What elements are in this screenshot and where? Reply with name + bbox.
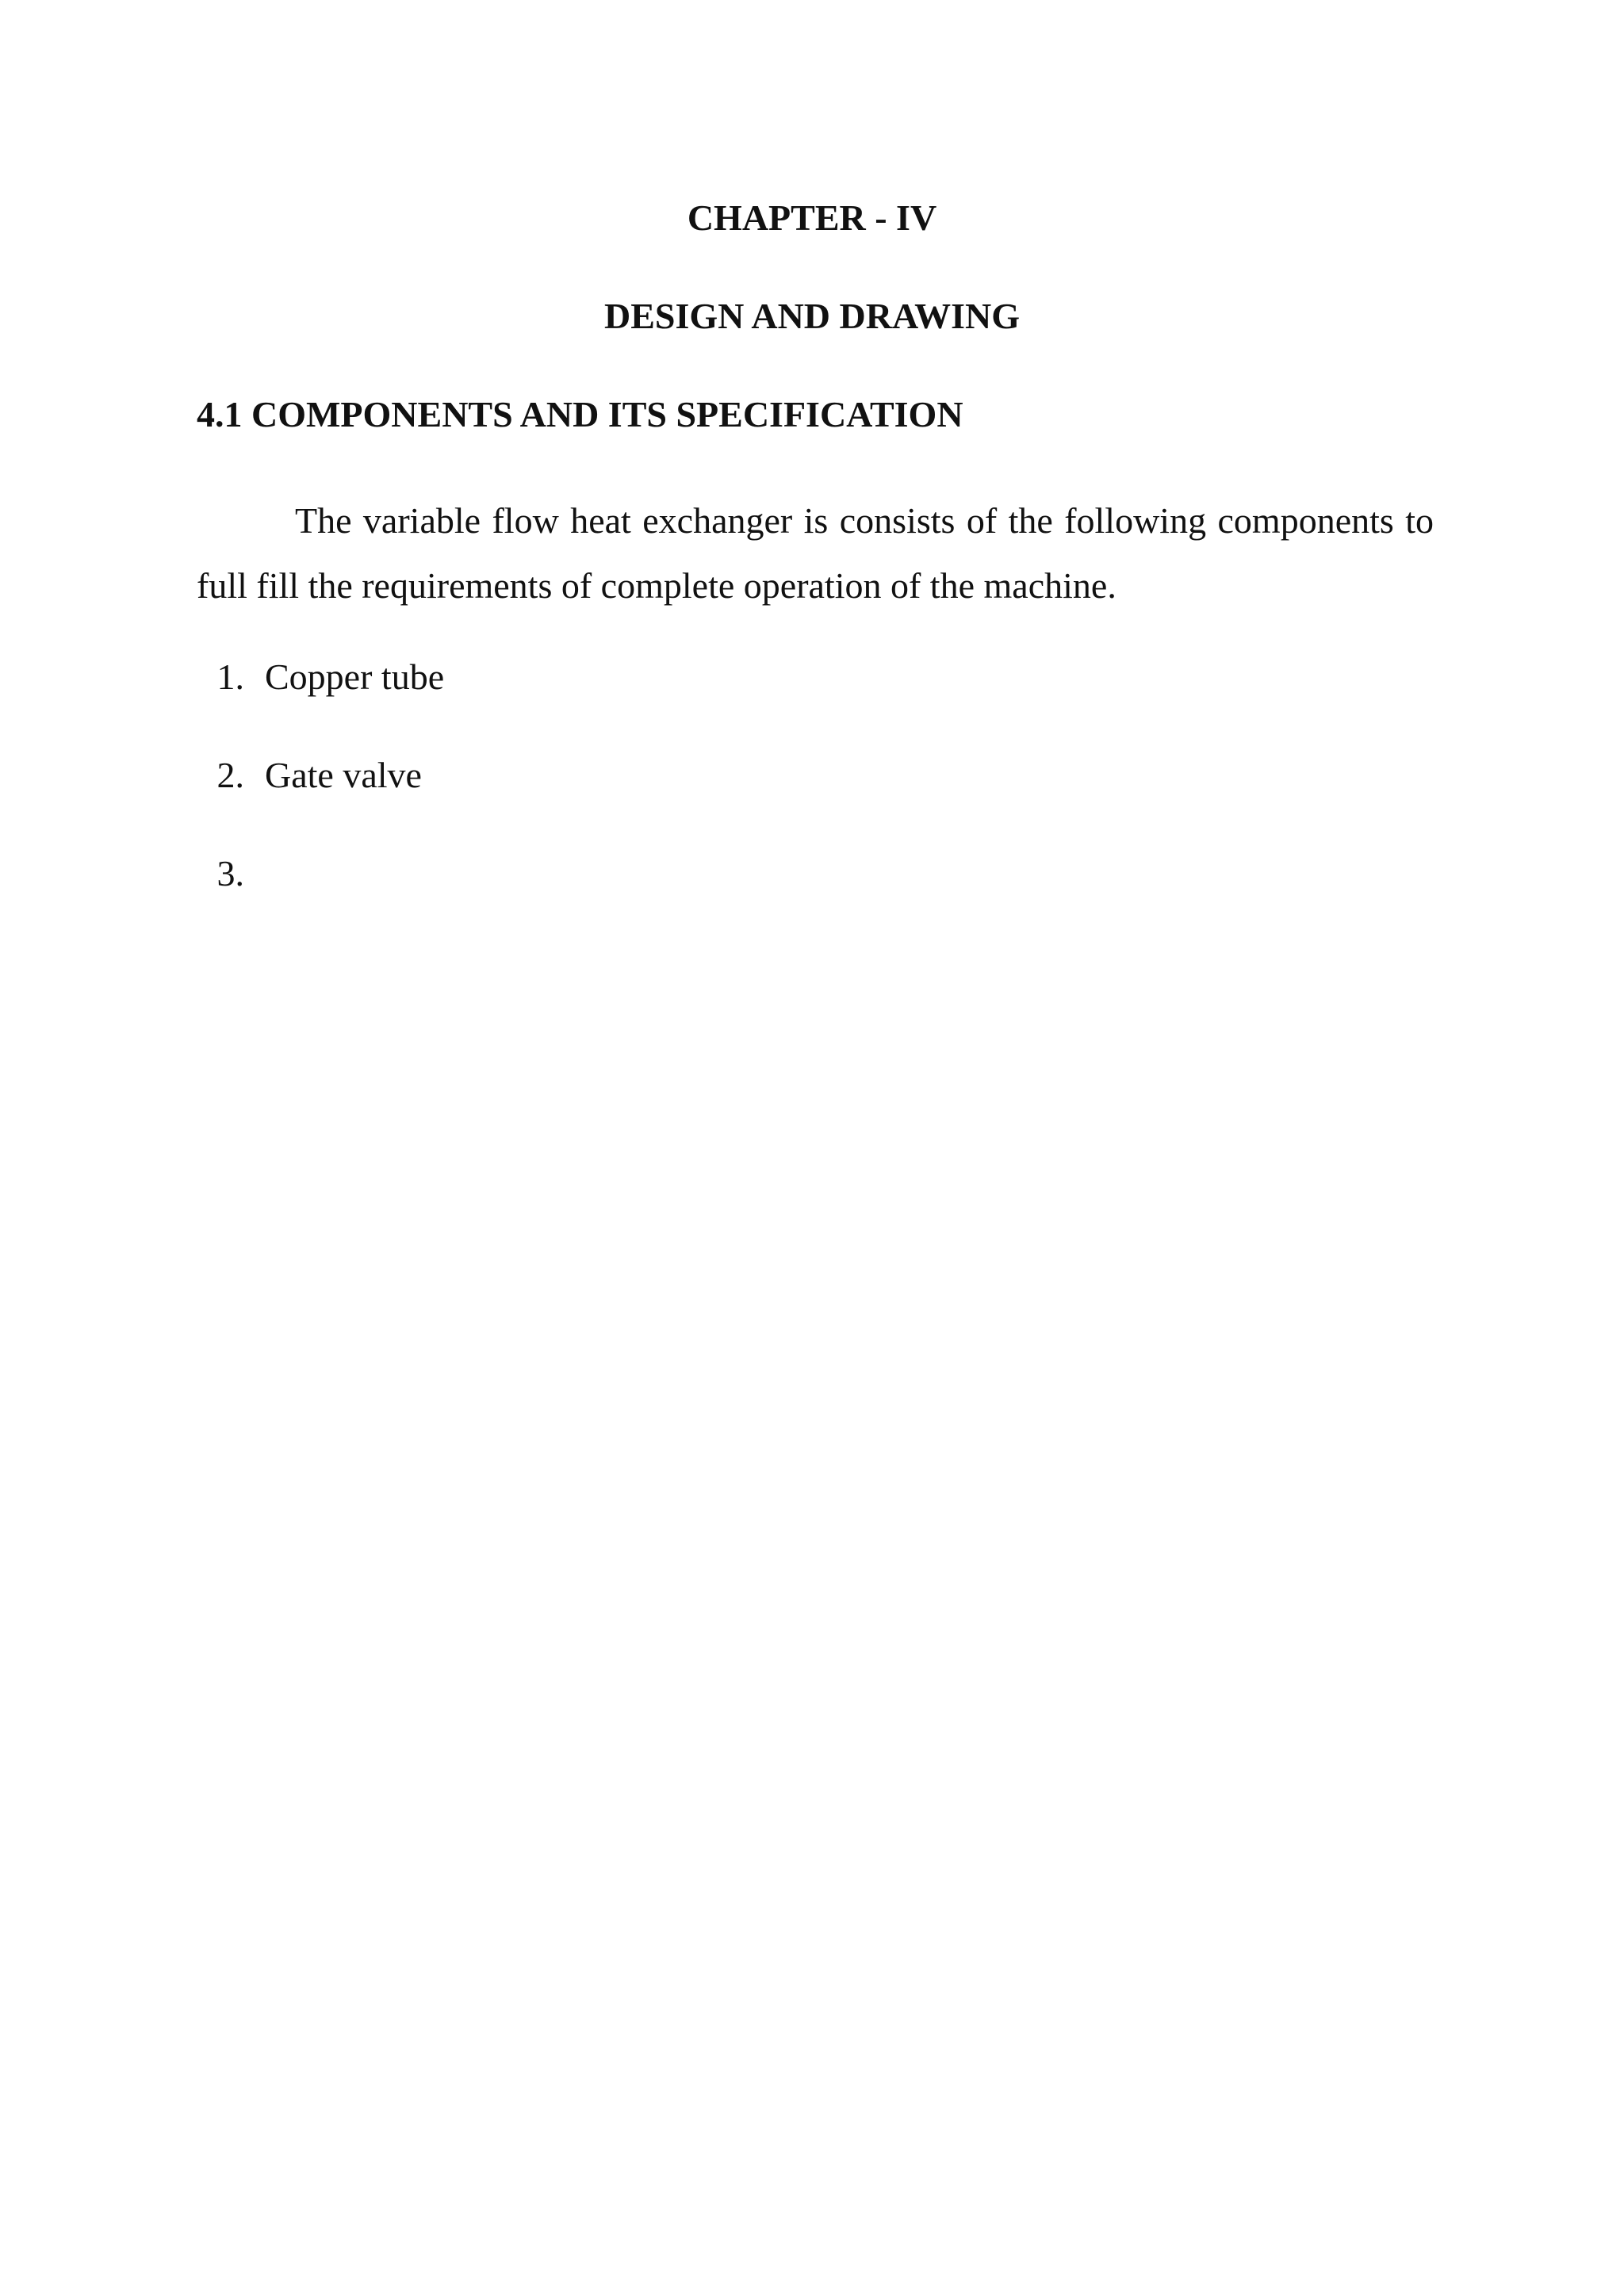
chapter-label: CHAPTER - IV	[687, 197, 937, 238]
section-heading: 4.1 COMPONENTS AND ITS SPECIFICATION	[197, 394, 963, 434]
list-item	[197, 753, 444, 851]
body-paragraph: The variable flow heat exchanger is consists of the following components to full fill the requirements of complete operation of the machine.	[197, 500, 1434, 606]
list-item-number: 3.	[216, 853, 244, 894]
chapter-title: DESIGN AND DRAWING	[604, 296, 1020, 336]
list-item	[197, 851, 444, 950]
list-item-text: Gate valve	[265, 755, 422, 795]
list-item-number: 2.	[216, 755, 244, 795]
list-item-number: 1.	[216, 656, 244, 697]
component-list	[197, 655, 444, 950]
list-item-text: Copper tube	[265, 656, 445, 697]
list-item	[197, 655, 444, 753]
